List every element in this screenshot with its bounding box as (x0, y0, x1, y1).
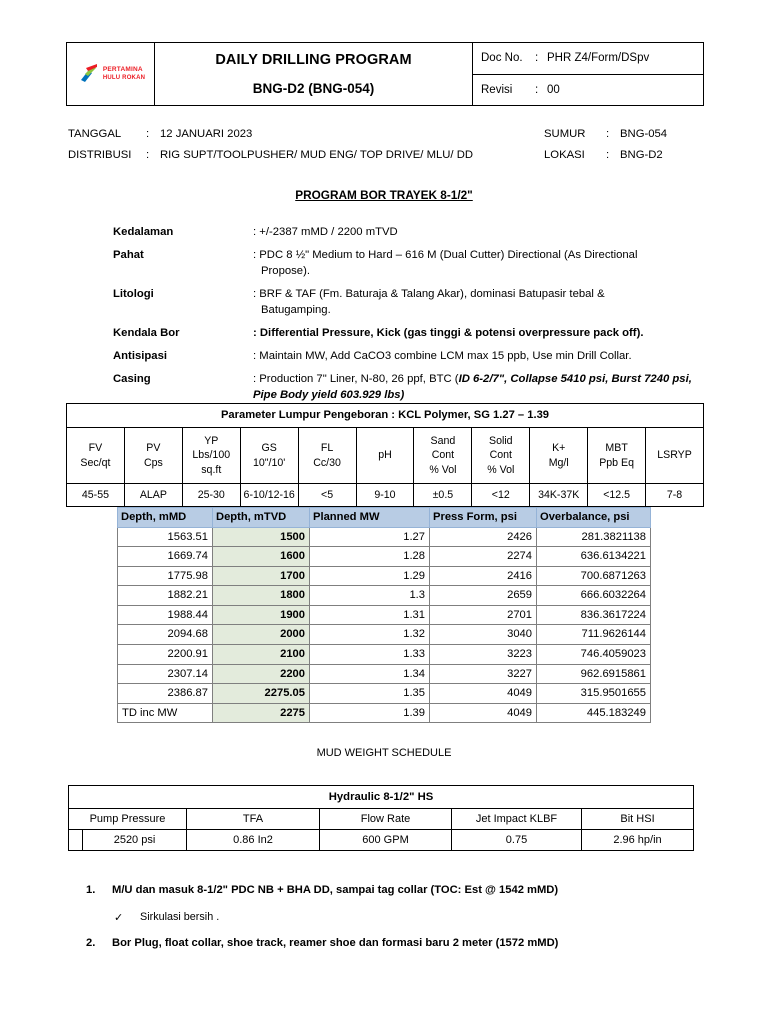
doc-no-value: PHR Z4/Form/DSpv (547, 52, 650, 65)
document-header-box (66, 42, 704, 106)
procedure-number: 1. (86, 884, 96, 896)
table-cell: 1800 (213, 586, 310, 606)
hyd-blank-subcell (69, 830, 83, 850)
mp-h1: YP (204, 435, 219, 448)
mp-h2: Cont (431, 449, 455, 462)
mp-h1: K+ (552, 442, 566, 455)
mws-col-overbalance: Overbalance, psi (537, 508, 651, 528)
table-cell: 2094.68 (118, 625, 213, 645)
mp-val-fv: 45-55 (67, 484, 125, 507)
table-row (118, 625, 651, 645)
procedure-text: Bor Plug, float collar, shoe track, reamer shoe dan formasi baru 2 meter (1572 mMD) (112, 936, 559, 949)
table-row (118, 684, 651, 704)
procedure-sub-text: Sirkulasi bersih . (140, 910, 220, 923)
spec-row (113, 247, 703, 279)
mp-val-pv: ALAP (124, 484, 182, 507)
spec-row-casing (113, 371, 703, 403)
hyd-col-tfa: TFA (187, 809, 320, 830)
spec-value-main: : PDC 8 ½" Medium to Hard – 616 M (Dual Cutter) Directional (As Directional (253, 249, 638, 262)
revisi-value: 00 (547, 83, 560, 96)
table-cell: 1882.21 (118, 586, 213, 606)
spec-value-main: : BRF & TAF (Fm. Baturaja & Talang Akar), dominasi Batupasir tebal & (253, 288, 605, 301)
table-cell: 1.29 (310, 566, 430, 586)
mp-h3: % Vol (487, 463, 515, 476)
spec-row (113, 224, 703, 240)
spec-value (253, 286, 703, 318)
mud-weight-schedule-table (117, 507, 651, 723)
procedure-sub-item (114, 911, 706, 924)
hydraulic-header-row (69, 809, 694, 830)
tanggal-label: TANGGAL (68, 128, 122, 140)
hydraulic-title: Hydraulic 8-1/2" HS (69, 786, 694, 809)
table-cell: 1988.44 (118, 605, 213, 625)
info-block (68, 128, 704, 170)
procedure-text: M/U dan masuk 8-1/2" PDC NB + BHA DD, sampai tag collar (TOC: Est @ 1542 mMD) (112, 884, 559, 896)
spec-label: Antisipasi (113, 350, 167, 363)
hyd-col-flow-rate: Flow Rate (320, 809, 452, 830)
table-cell: 2426 (430, 527, 537, 547)
table-cell: 3227 (430, 664, 537, 684)
table-cell: 746.4059023 (537, 644, 651, 664)
spec-label: Casing (113, 373, 151, 386)
mp-h3: sq.ft (201, 463, 222, 476)
mp-col-lsryp (646, 428, 704, 484)
table-row (118, 605, 651, 625)
spec-row (113, 325, 703, 341)
mp-val-fl: <5 (298, 484, 356, 507)
table-row (118, 566, 651, 586)
table-cell: 2275 (213, 703, 310, 723)
hyd-col-jet-impact: Jet Impact KLBF (452, 809, 582, 830)
table-cell: 700.6871263 (537, 566, 651, 586)
mp-h2: Cont (489, 449, 512, 462)
mws-col-depth-mmd: Depth, mMD (118, 508, 213, 528)
spec-value (253, 247, 703, 279)
sumur-value: BNG-054 (620, 128, 668, 140)
table-cell: 1.27 (310, 527, 430, 547)
mud-parameter-title: Parameter Lumpur Pengeboran : KCL Polymer, SG 1.27 – 1.39 (67, 404, 704, 428)
table-cell: 1.3 (310, 586, 430, 606)
mws-header-row (118, 508, 651, 528)
spec-value: : Maintain MW, Add CaCO3 combine LCM max 15 ppb, Use min Drill Collar. (253, 350, 632, 363)
mws-col-depth-mtvd: Depth, mTVD (213, 508, 310, 528)
table-cell: 1.31 (310, 605, 430, 625)
hydraulic-title-row (69, 786, 694, 809)
table-row (118, 703, 651, 723)
table-cell: 1500 (213, 527, 310, 547)
sumur-group (544, 128, 704, 140)
spec-value-cont: Batugamping. (261, 304, 331, 317)
revisi-label: Revisi (481, 83, 513, 96)
checkmark-icon: ✓ (114, 911, 124, 924)
tanggal-colon: : (146, 128, 150, 140)
table-cell: TD inc MW (118, 703, 213, 723)
table-cell: 2200.91 (118, 644, 213, 664)
mp-val-yp: 25-30 (182, 484, 240, 507)
spec-label: Litologi (113, 288, 154, 301)
table-cell: 1.32 (310, 625, 430, 645)
mp-val-gs: 6-10/12-16 (240, 484, 298, 507)
table-cell: 2659 (430, 586, 537, 606)
table-cell: 281.3821138 (537, 527, 651, 547)
mp-col-gs (240, 428, 298, 484)
mp-h1: FV (88, 442, 103, 455)
table-cell: 2100 (213, 644, 310, 664)
casing-plain: : Production 7" Liner, N-80, 26 ppf, BTC ( (253, 373, 459, 386)
header-title-cell (155, 43, 473, 105)
mp-h1: Sand (430, 435, 456, 448)
table-cell: 1.34 (310, 664, 430, 684)
lokasi-colon: : (606, 149, 610, 161)
table-cell: 1563.51 (118, 527, 213, 547)
mp-col-sand-cont (414, 428, 472, 484)
table-row (118, 644, 651, 664)
logo-cell (67, 43, 155, 105)
lokasi-label: LOKASI (544, 149, 585, 161)
mp-col-mbt (588, 428, 646, 484)
mws-col-planned-mw: Planned MW (310, 508, 430, 528)
mp-col-fl (298, 428, 356, 484)
doc-no-colon: : (535, 52, 539, 65)
tanggal-value: 12 JANUARI 2023 (160, 128, 253, 140)
sumur-colon: : (606, 128, 610, 140)
table-cell: 2701 (430, 605, 537, 625)
logo-wordmark (103, 67, 145, 81)
table-cell: 4049 (430, 684, 537, 704)
mp-h2: Mg/l (548, 456, 569, 469)
logo-line-1: PERTAMINA (102, 66, 143, 74)
hyd-val-pump-pressure-cell (69, 830, 187, 851)
spec-row (113, 286, 703, 318)
mp-h1: GS (261, 442, 277, 455)
spec-row (113, 348, 703, 364)
mp-h2: Ppb Eq (599, 456, 634, 469)
table-cell: 2386.87 (118, 684, 213, 704)
table-cell: 445.183249 (537, 703, 651, 723)
mp-h3: % Vol (429, 463, 457, 476)
hyd-val-jet-impact: 0.75 (452, 830, 582, 851)
table-cell: 2200 (213, 664, 310, 684)
procedure-item (86, 936, 706, 952)
table-cell: 1900 (213, 605, 310, 625)
header-doc-cell (473, 43, 703, 105)
mud-parameter-value-row (67, 484, 704, 507)
hyd-val-flow-rate: 600 GPM (320, 830, 452, 851)
table-cell: 1700 (213, 566, 310, 586)
mp-h1: pH (378, 449, 392, 462)
spec-label: Pahat (113, 249, 144, 262)
mws-col-press-form: Press Form, psi (430, 508, 537, 528)
table-cell: 1.39 (310, 703, 430, 723)
table-cell: 1775.98 (118, 566, 213, 586)
table-cell: 666.6032264 (537, 586, 651, 606)
mp-col-k (530, 428, 588, 484)
spec-label: Kedalaman (113, 226, 174, 238)
mp-col-pv (124, 428, 182, 484)
table-cell: 2274 (430, 547, 537, 567)
well-title: BNG-D2 (BNG-054) (252, 81, 375, 96)
distribusi-value: RIG SUPT/TOOLPUSHER/ MUD ENG/ TOP DRIVE/ MLU/ DD (160, 149, 474, 161)
mp-val-solid: <12 (472, 484, 530, 507)
table-row (118, 664, 651, 684)
mp-col-solid-cont (472, 428, 530, 484)
distribusi-colon: : (146, 149, 150, 161)
mp-h1: MBT (605, 442, 628, 455)
casing-emphasis: ID 6-2/7", Collapse 5410 psi, Burst 7240 psi, Pipe Body yield 603.929 lbs) (253, 373, 692, 402)
distribusi-group (68, 149, 544, 161)
mp-h2: Cc/30 (313, 456, 341, 469)
table-cell: 836.3617224 (537, 605, 651, 625)
table-cell: 711.9626144 (537, 625, 651, 645)
mp-h2: Cps (143, 456, 163, 469)
procedure-list (86, 883, 706, 963)
mud-parameter-table (66, 403, 704, 507)
hyd-val-pump-pressure: 2520 psi (113, 834, 156, 846)
revisi-colon: : (535, 83, 539, 96)
hydraulic-value-row (69, 830, 694, 851)
spec-value: : +/-2387 mMD / 2200 mTVD (253, 226, 398, 238)
mp-col-yp (182, 428, 240, 484)
hyd-col-bit-hsi: Bit HSI (582, 809, 694, 830)
spec-label: Kendala Bor (113, 327, 180, 340)
mud-weight-schedule-caption: MUD WEIGHT SCHEDULE (316, 747, 452, 759)
mud-parameter-header-row (67, 428, 704, 484)
table-row (118, 547, 651, 567)
section-title-text: PROGRAM BOR TRAYEK 8-1/2" (295, 188, 473, 202)
table-cell: 1669.74 (118, 547, 213, 567)
mud-parameter-title-row (67, 404, 704, 428)
lokasi-value: BNG-D2 (620, 149, 663, 161)
table-row (118, 586, 651, 606)
document-title: DAILY DRILLING PROGRAM (215, 52, 412, 68)
hyd-val-bit-hsi: 2.96 hp/in (582, 830, 694, 851)
hyd-col-pump-pressure: Pump Pressure (69, 809, 187, 830)
hydraulic-table (68, 785, 694, 851)
mp-val-sand: ±0.5 (414, 484, 472, 507)
distribusi-label: DISTRIBUSI (68, 149, 132, 161)
mp-h1: PV (146, 442, 161, 455)
procedure-item (86, 883, 706, 899)
mp-h2: Sec/qt (80, 456, 111, 469)
table-row (118, 527, 651, 547)
mp-val-k: 34K-37K (530, 484, 588, 507)
tanggal-group (68, 128, 544, 140)
mp-val-mbt: <12.5 (588, 484, 646, 507)
table-cell: 2416 (430, 566, 537, 586)
table-cell: 1.35 (310, 684, 430, 704)
table-cell: 1600 (213, 547, 310, 567)
table-cell: 1.28 (310, 547, 430, 567)
table-cell: 3040 (430, 625, 537, 645)
table-cell: 2275.05 (213, 684, 310, 704)
doc-no-label: Doc No. (481, 52, 523, 65)
mws-body (118, 527, 651, 723)
table-cell: 1.33 (310, 644, 430, 664)
pertamina-logo (76, 62, 145, 86)
procedure-number: 2. (86, 936, 96, 949)
mp-h2: 10"/10' (253, 456, 286, 469)
hyd-val-tfa: 0.86 In2 (187, 830, 320, 851)
pertamina-arrow-icon (76, 62, 100, 86)
info-row-tanggal (68, 128, 704, 140)
lokasi-group (544, 149, 704, 161)
table-cell: 2307.14 (118, 664, 213, 684)
mp-h1: LSRYP (657, 449, 692, 462)
spec-value (253, 371, 703, 403)
table-cell: 3223 (430, 644, 537, 664)
mp-val-ph: 9-10 (356, 484, 414, 507)
section-title (0, 188, 768, 202)
logo-line-2: HULU ROKAN (102, 74, 146, 81)
info-row-distribusi (68, 149, 704, 161)
spec-value-cont: Propose). (261, 265, 310, 278)
spec-value: : Differential Pressure, Kick (gas tinggi & potensi overpressure pack off). (253, 327, 644, 340)
sumur-label: SUMUR (544, 128, 586, 140)
mp-col-fv (67, 428, 125, 484)
table-cell: 636.6134221 (537, 547, 651, 567)
mp-h2: Lbs/100 (192, 449, 231, 462)
table-cell: 962.6915861 (537, 664, 651, 684)
table-cell: 4049 (430, 703, 537, 723)
mp-col-ph (356, 428, 414, 484)
mp-h1: Solid (489, 435, 513, 448)
mp-h1: FL (320, 442, 334, 455)
table-cell: 2000 (213, 625, 310, 645)
mp-val-lsryp: 7-8 (646, 484, 704, 507)
specs-list (113, 224, 703, 410)
doc-no-row (473, 43, 703, 75)
table-cell: 315.9501655 (537, 684, 651, 704)
revisi-row (473, 75, 703, 106)
